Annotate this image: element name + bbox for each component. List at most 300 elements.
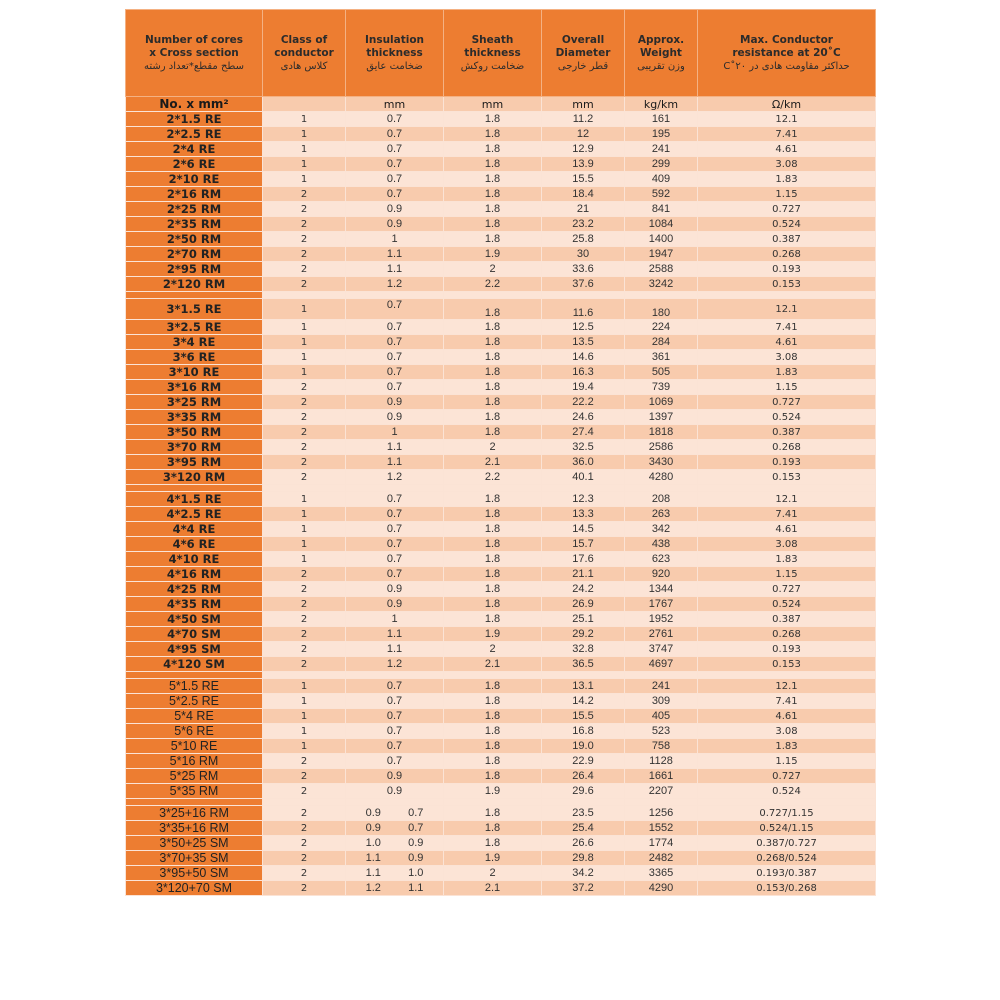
sheath-thickness: 1.8 (444, 567, 542, 582)
sheath-thickness: 1.8 (444, 217, 542, 232)
sheath-thickness: 2 (444, 262, 542, 277)
sheath-thickness: 1.8 (444, 112, 542, 127)
max-resistance: 0.727 (698, 202, 876, 217)
overall-diameter: 13.5 (542, 335, 625, 350)
cable-designation: 3*95 RM (126, 455, 263, 470)
overall-diameter: 13.3 (542, 507, 625, 522)
header-en-line: Max. Conductor (740, 33, 833, 46)
insulation-phase: 1.0 (365, 837, 381, 849)
conductor-class: 2 (263, 567, 346, 582)
conductor-class: 2 (263, 232, 346, 247)
cable-designation: 3*25 RM (126, 395, 263, 410)
cable-designation: 4*25 RM (126, 582, 263, 597)
spacer-cell (263, 292, 346, 299)
max-resistance: 0.268 (698, 627, 876, 642)
cable-designation: 3*70+35 SM (126, 851, 263, 866)
conductor-class: 1 (263, 350, 346, 365)
max-resistance: 0.387/0.727 (698, 836, 876, 851)
unit-cores: No. x mm² (126, 97, 263, 112)
conductor-class: 1 (263, 335, 346, 350)
cable-designation: 2*2.5 RE (126, 127, 263, 142)
max-resistance: 12.1 (698, 492, 876, 507)
approx-weight: 4280 (625, 470, 698, 485)
header-fa-line: حداکثر مقاومت هادی در ۲۰˚C (723, 60, 850, 72)
unit-diameter: mm (542, 97, 625, 112)
spacer-cell (542, 292, 625, 299)
cable-designation: 5*2.5 RE (126, 694, 263, 709)
header-en-line: Overall (561, 33, 605, 46)
max-resistance: 4.61 (698, 709, 876, 724)
sheath-thickness: 2.2 (444, 470, 542, 485)
spacer-cell (698, 672, 876, 679)
conductor-class: 2 (263, 440, 346, 455)
overall-diameter: 11.2 (542, 112, 625, 127)
max-resistance: 7.41 (698, 507, 876, 522)
unit-sheath: mm (444, 97, 542, 112)
sheath-thickness: 2 (444, 866, 542, 881)
conductor-class: 2 (263, 247, 346, 262)
approx-weight: 263 (625, 507, 698, 522)
approx-weight: 1069 (625, 395, 698, 410)
overall-diameter: 29.6 (542, 784, 625, 799)
sheath-thickness: 1.8 (444, 522, 542, 537)
sheath-thickness: 1.8 (444, 724, 542, 739)
overall-diameter: 24.2 (542, 582, 625, 597)
table-row (126, 866, 876, 881)
insulation-thickness: 0.7 (346, 739, 444, 754)
approx-weight: 241 (625, 142, 698, 157)
approx-weight: 3365 (625, 866, 698, 881)
cable-designation: 4*4 RE (126, 522, 263, 537)
approx-weight: 1661 (625, 769, 698, 784)
sheath-thickness: 1.8 (444, 380, 542, 395)
max-resistance: 0.524/1.15 (698, 821, 876, 836)
max-resistance: 0.727/1.15 (698, 806, 876, 821)
spacer-cell (698, 292, 876, 299)
insulation-thickness: 0.9 (346, 217, 444, 232)
table-row (126, 492, 876, 507)
insulation-thickness: 0.9 (346, 395, 444, 410)
section-spacer-row (126, 799, 876, 806)
insulation-thickness: 0.7 (346, 537, 444, 552)
conductor-class: 1 (263, 320, 346, 335)
conductor-class: 1 (263, 709, 346, 724)
sheath-thickness: 1.9 (444, 784, 542, 799)
overall-diameter: 24.6 (542, 410, 625, 425)
header-row (126, 10, 876, 97)
insulation-pair (346, 807, 443, 819)
sheath-thickness: 1.8 (444, 507, 542, 522)
approx-weight: 3747 (625, 642, 698, 657)
max-resistance: 1.15 (698, 187, 876, 202)
conductor-class: 2 (263, 851, 346, 866)
cable-designation: 2*120 RM (126, 277, 263, 292)
insulation-thickness: 1.2 (346, 470, 444, 485)
spacer-cell (698, 485, 876, 492)
spacer-cell (625, 799, 698, 806)
insulation-thickness: 0.7 (346, 335, 444, 350)
overall-diameter: 26.4 (542, 769, 625, 784)
cable-designation: 2*10 RE (126, 172, 263, 187)
approx-weight: 739 (625, 380, 698, 395)
max-resistance: 0.268 (698, 247, 876, 262)
cable-designation: 5*16 RM (126, 754, 263, 769)
conductor-class: 2 (263, 866, 346, 881)
sheath-thickness: 2.1 (444, 881, 542, 896)
overall-diameter: 26.9 (542, 597, 625, 612)
spacer-cell (263, 485, 346, 492)
approx-weight: 2586 (625, 440, 698, 455)
cable-designation: 5*10 RE (126, 739, 263, 754)
insulation-thickness: 1.2 (346, 657, 444, 672)
overall-diameter: 23.2 (542, 217, 625, 232)
conductor-class: 1 (263, 112, 346, 127)
table-row (126, 739, 876, 754)
sheath-thickness: 2.2 (444, 277, 542, 292)
cable-designation: 4*6 RE (126, 537, 263, 552)
insulation-thickness: 0.7 (346, 112, 444, 127)
cable-designation: 3*50 RM (126, 425, 263, 440)
max-resistance: 0.524 (698, 410, 876, 425)
overall-diameter: 22.2 (542, 395, 625, 410)
insulation-thickness: 0.7 (346, 507, 444, 522)
cable-designation: 5*35 RM (126, 784, 263, 799)
approx-weight: 1128 (625, 754, 698, 769)
table-row (126, 821, 876, 836)
max-resistance: 1.83 (698, 365, 876, 380)
overall-diameter: 16.3 (542, 365, 625, 380)
overall-diameter: 12 (542, 127, 625, 142)
header-fa-line: کلاس هادی (280, 60, 328, 72)
max-resistance: 7.41 (698, 127, 876, 142)
conductor-class: 2 (263, 582, 346, 597)
conductor-class: 2 (263, 470, 346, 485)
header-en-line: Insulation (364, 33, 425, 46)
table-row (126, 642, 876, 657)
max-resistance: 0.727 (698, 582, 876, 597)
approx-weight: 241 (625, 679, 698, 694)
approx-weight: 623 (625, 552, 698, 567)
approx-weight: 1397 (625, 410, 698, 425)
unit-class (263, 97, 346, 112)
max-resistance: 0.193 (698, 642, 876, 657)
table-row (126, 320, 876, 335)
header-fa-line: سطح مقطع*تعداد رشته (143, 60, 244, 72)
approx-weight: 1952 (625, 612, 698, 627)
max-resistance: 4.61 (698, 335, 876, 350)
max-resistance: 3.08 (698, 724, 876, 739)
conductor-class: 1 (263, 299, 346, 320)
sheath-thickness: 1.8 (444, 365, 542, 380)
approx-weight: 409 (625, 172, 698, 187)
overall-diameter: 16.8 (542, 724, 625, 739)
conductor-class: 1 (263, 552, 346, 567)
table-row (126, 262, 876, 277)
cable-designation: 2*95 RM (126, 262, 263, 277)
section-spacer-row (126, 485, 876, 492)
sheath-thickness: 1.8 (444, 709, 542, 724)
conductor-class: 2 (263, 187, 346, 202)
header-approx-weight (625, 10, 698, 97)
overall-diameter: 21 (542, 202, 625, 217)
max-resistance: 4.61 (698, 522, 876, 537)
max-resistance: 4.61 (698, 142, 876, 157)
max-resistance: 0.193 (698, 455, 876, 470)
insulation-thickness: 0.7 (346, 350, 444, 365)
approx-weight: 180 (625, 299, 698, 320)
spacer-cell (444, 799, 542, 806)
max-resistance: 1.15 (698, 754, 876, 769)
insulation-pair (346, 882, 443, 894)
spacer-cell (444, 292, 542, 299)
approx-weight: 361 (625, 350, 698, 365)
cable-designation: 2*35 RM (126, 217, 263, 232)
cable-designation: 4*16 RM (126, 567, 263, 582)
conductor-class: 2 (263, 881, 346, 896)
insulation-neutral: 1.1 (408, 882, 424, 894)
sheath-thickness: 2 (444, 642, 542, 657)
overall-diameter: 26.6 (542, 836, 625, 851)
insulation-thickness (346, 821, 444, 836)
insulation-thickness: 0.9 (346, 410, 444, 425)
overall-diameter: 25.8 (542, 232, 625, 247)
sheath-thickness: 1.8 (444, 754, 542, 769)
overall-diameter: 15.7 (542, 537, 625, 552)
header-max-resistance (698, 10, 876, 97)
conductor-class: 2 (263, 627, 346, 642)
conductor-class: 2 (263, 380, 346, 395)
table-row (126, 202, 876, 217)
approx-weight: 2207 (625, 784, 698, 799)
insulation-phase: 1.1 (365, 852, 381, 864)
insulation-thickness: 0.7 (346, 157, 444, 172)
conductor-class: 2 (263, 217, 346, 232)
approx-weight: 1344 (625, 582, 698, 597)
overall-diameter: 21.1 (542, 567, 625, 582)
overall-diameter: 40.1 (542, 470, 625, 485)
max-resistance: 0.193 (698, 262, 876, 277)
table-row (126, 724, 876, 739)
conductor-class: 1 (263, 537, 346, 552)
insulation-neutral: 0.9 (408, 837, 424, 849)
cable-designation: 3*120+70 SM (126, 881, 263, 896)
header-en-line: resistance at 20˚C (732, 46, 841, 59)
cable-designation: 4*35 RM (126, 597, 263, 612)
table-row (126, 335, 876, 350)
cable-designation: 2*6 RE (126, 157, 263, 172)
insulation-neutral: 1.0 (408, 867, 424, 879)
approx-weight: 309 (625, 694, 698, 709)
header-sheath-thickness (444, 10, 542, 97)
sheath-thickness: 1.8 (444, 821, 542, 836)
sheath-thickness: 1.8 (444, 806, 542, 821)
insulation-thickness: 0.7 (346, 679, 444, 694)
approx-weight: 161 (625, 112, 698, 127)
sheath-thickness: 1.8 (444, 769, 542, 784)
header-en-line: Diameter (555, 46, 611, 59)
max-resistance: 3.08 (698, 537, 876, 552)
table-row (126, 537, 876, 552)
spacer-cell (625, 292, 698, 299)
overall-diameter: 15.5 (542, 172, 625, 187)
spacer-cell (444, 672, 542, 679)
spacer-cell (126, 292, 263, 299)
approx-weight: 758 (625, 739, 698, 754)
conductor-class: 2 (263, 455, 346, 470)
approx-weight: 1084 (625, 217, 698, 232)
conductor-class: 2 (263, 836, 346, 851)
cable-designation: 5*4 RE (126, 709, 263, 724)
table-row (126, 232, 876, 247)
spacer-cell (263, 799, 346, 806)
cable-designation: 3*2.5 RE (126, 320, 263, 335)
table-row (126, 836, 876, 851)
conductor-class: 1 (263, 365, 346, 380)
conductor-class: 1 (263, 522, 346, 537)
header-fa-line: ضخامت روکش (460, 60, 525, 72)
insulation-thickness (346, 866, 444, 881)
table-row (126, 395, 876, 410)
cable-designation: 2*16 RM (126, 187, 263, 202)
table-row (126, 657, 876, 672)
overall-diameter: 36.0 (542, 455, 625, 470)
insulation-neutral: 0.7 (408, 822, 424, 834)
max-resistance: 0.268/0.524 (698, 851, 876, 866)
overall-diameter: 15.5 (542, 709, 625, 724)
max-resistance: 0.153/0.268 (698, 881, 876, 896)
sheath-thickness: 1.8 (444, 172, 542, 187)
insulation-thickness: 1.1 (346, 247, 444, 262)
header-en-line: conductor (274, 46, 334, 59)
overall-diameter: 25.4 (542, 821, 625, 836)
overall-diameter: 13.1 (542, 679, 625, 694)
approx-weight: 3430 (625, 455, 698, 470)
sheath-thickness: 1.8 (444, 350, 542, 365)
overall-diameter: 14.5 (542, 522, 625, 537)
spacer-cell (126, 799, 263, 806)
sheath-thickness: 1.8 (444, 232, 542, 247)
units-row (126, 97, 876, 112)
overall-diameter: 18.4 (542, 187, 625, 202)
approx-weight: 920 (625, 567, 698, 582)
table-row (126, 187, 876, 202)
sheath-thickness: 1.8 (444, 597, 542, 612)
unit-resistance: Ω/km (698, 97, 876, 112)
conductor-class: 2 (263, 597, 346, 612)
max-resistance: 1.83 (698, 552, 876, 567)
max-resistance: 1.83 (698, 739, 876, 754)
table-row (126, 851, 876, 866)
insulation-thickness (346, 881, 444, 896)
max-resistance: 7.41 (698, 320, 876, 335)
cable-designation: 2*25 RM (126, 202, 263, 217)
max-resistance: 0.524 (698, 217, 876, 232)
insulation-pair (346, 822, 443, 834)
insulation-thickness: 0.7 (346, 299, 444, 320)
table-body (126, 112, 876, 896)
max-resistance: 1.15 (698, 567, 876, 582)
insulation-thickness: 0.7 (346, 127, 444, 142)
cable-designation: 4*50 SM (126, 612, 263, 627)
approx-weight: 1256 (625, 806, 698, 821)
insulation-thickness: 0.7 (346, 522, 444, 537)
sheath-thickness: 1.8 (444, 187, 542, 202)
insulation-phase: 1.2 (365, 882, 381, 894)
header-fa-line: قطر خارجی (557, 60, 609, 72)
spacer-cell (542, 485, 625, 492)
cable-designation: 5*25 RM (126, 769, 263, 784)
conductor-class: 1 (263, 679, 346, 694)
insulation-thickness: 1.1 (346, 627, 444, 642)
table-row (126, 365, 876, 380)
overall-diameter: 23.5 (542, 806, 625, 821)
overall-diameter: 22.9 (542, 754, 625, 769)
overall-diameter: 30 (542, 247, 625, 262)
table-row (126, 784, 876, 799)
insulation-thickness: 1.2 (346, 277, 444, 292)
insulation-thickness: 0.9 (346, 784, 444, 799)
spacer-cell (346, 799, 444, 806)
sheath-thickness: 1.8 (444, 395, 542, 410)
sheath-thickness: 1.8 (444, 410, 542, 425)
cable-designation: 2*70 RM (126, 247, 263, 262)
insulation-pair (346, 867, 443, 879)
table-row (126, 507, 876, 522)
cable-designation: 3*70 RM (126, 440, 263, 455)
max-resistance: 3.08 (698, 350, 876, 365)
table-row (126, 694, 876, 709)
max-resistance: 0.387 (698, 425, 876, 440)
sheath-thickness: 1.8 (444, 320, 542, 335)
approx-weight: 438 (625, 537, 698, 552)
table-row (126, 425, 876, 440)
approx-weight: 1774 (625, 836, 698, 851)
max-resistance: 0.524 (698, 597, 876, 612)
sheath-thickness: 1.8 (444, 694, 542, 709)
conductor-class: 1 (263, 507, 346, 522)
sheath-thickness: 1.8 (444, 739, 542, 754)
insulation-thickness: 0.9 (346, 582, 444, 597)
overall-diameter: 12.3 (542, 492, 625, 507)
overall-diameter: 19.4 (542, 380, 625, 395)
conductor-class: 2 (263, 410, 346, 425)
insulation-thickness: 1 (346, 425, 444, 440)
table-row (126, 299, 876, 320)
insulation-thickness (346, 836, 444, 851)
table-row (126, 127, 876, 142)
overall-diameter: 29.2 (542, 627, 625, 642)
cable-designation: 3*1.5 RE (126, 299, 263, 320)
cable-spec-table (125, 9, 876, 896)
overall-diameter: 14.6 (542, 350, 625, 365)
approx-weight: 2761 (625, 627, 698, 642)
conductor-class: 2 (263, 784, 346, 799)
overall-diameter: 11.6 (542, 299, 625, 320)
max-resistance: 0.387 (698, 612, 876, 627)
table-row (126, 806, 876, 821)
spacer-cell (698, 799, 876, 806)
conductor-class: 2 (263, 262, 346, 277)
sheath-thickness: 1.8 (444, 127, 542, 142)
insulation-phase: 1.1 (365, 867, 381, 879)
table-row (126, 380, 876, 395)
approx-weight: 224 (625, 320, 698, 335)
cable-designation: 2*1.5 RE (126, 112, 263, 127)
section-spacer-row (126, 292, 876, 299)
overall-diameter: 37.6 (542, 277, 625, 292)
conductor-class: 1 (263, 142, 346, 157)
header-conductor-class (263, 10, 346, 97)
